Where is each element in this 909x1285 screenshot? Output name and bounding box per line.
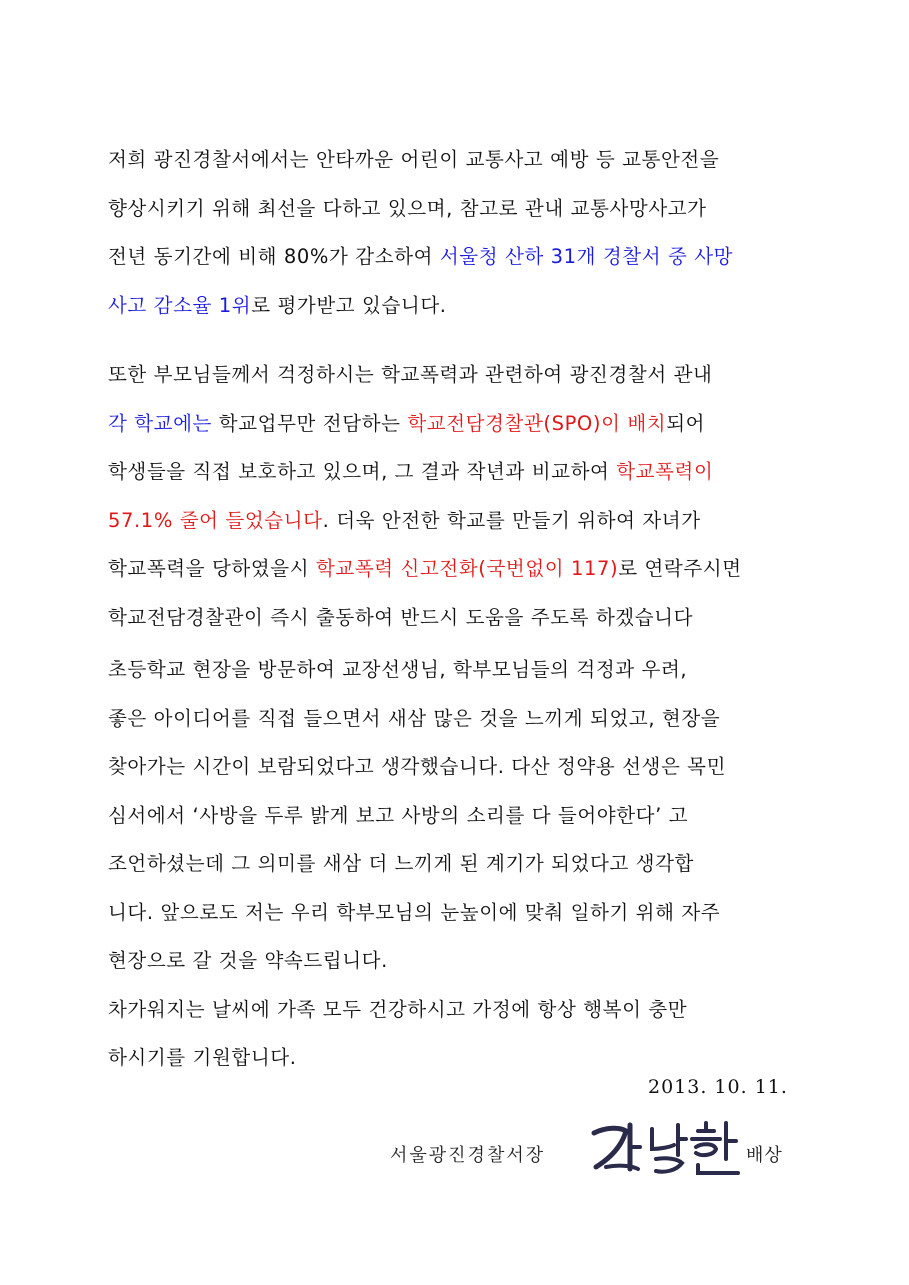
text-line [108,452,713,492]
signature-suffix: 배상 [746,1145,783,1166]
text-line [108,189,707,229]
text-segment: 학교업무만 전담하는 [211,411,408,435]
text-segment: 조언하셨는데 그 의미를 새삼 더 느끼게 된 계기가 되었다고 생각합 [108,852,694,875]
handwritten-signature [586,1115,746,1179]
signature-title: 서울광진경찰서장 [390,1145,546,1166]
text-segment: 향상시키기 위해 최선을 다하고 있으며, 참고로 관내 교통사망사고가 [108,196,707,220]
text-line [108,549,742,589]
highlight-segment: 학교폭력이 [616,460,714,483]
letter-date: 2013. 10. 11. [648,1076,788,1098]
highlight-segment: 57.1% 줄어 들었습니다 [108,508,323,532]
text-segment: 학교폭력을 당하였을시 [108,557,316,580]
text-segment: 현장으로 갈 것을 약속드립니다. [108,949,388,972]
text-segment: 하시기를 기원합니다. [108,1046,297,1069]
text-segment: 학교전담경찰관이 즉시 출동하여 반드시 도움을 주도록 하겠습니다 [108,605,694,629]
text-segment: 심서에서 ‘사방을 두루 밝게 보고 사방의 소리를 다 들어야한다’ 고 [108,803,689,827]
text-segment: 초등학교 현장을 방문하여 교장선생님, 학부모님들의 걱정과 우려, [108,658,688,681]
highlight-segment: 학교폭력 신고전화(국번없이 117) [315,557,619,580]
signature-block [390,1115,790,1185]
text-line [108,941,388,981]
highlight-segment: 사고 감소율 1위 [108,293,252,317]
text-segment: 니다. 앞으로도 저는 우리 학부모님의 눈높이에 맞춰 일하기 위해 자주 [108,900,721,924]
text-line [108,355,712,395]
text-line [108,747,726,787]
text-segment: 찾아가는 시간이 보람되었다고 생각했습니다. 다산 정약용 선생은 목민 [108,755,727,778]
text-line [108,501,701,541]
text-segment: 저희 광진경찰서에서는 안타까운 어린이 교통사고 예방 등 교통안전을 [108,148,720,171]
text-line [108,237,733,277]
text-line [108,598,693,638]
highlight-segment: 각 학교에는 [108,411,212,435]
highlight-segment: 서울청 산하 31개 경찰서 중 사망 [439,245,734,268]
text-line [108,650,687,690]
highlight-segment: 학교전담경찰관(SPO)이 배치 [407,411,667,435]
text-line [108,893,720,933]
text-segment: 또한 부모님들께서 걱정하시는 학교폭력과 관련하여 광진경찰서 관내 [108,363,713,386]
text-segment: 좋은 아이디어를 직접 들으면서 새삼 많은 것을 느끼게 되었고, 현장을 [108,706,721,730]
text-segment: 전년 동기간에 비해 80%가 감소하여 [108,245,440,268]
text-segment: 로 평가받고 있습니다. [251,293,447,317]
text-segment: 로 연락주시면 [618,557,742,580]
text-line [108,140,719,180]
text-line [108,404,705,444]
text-line [108,699,720,739]
text-segment: 되어 [666,411,706,435]
text-line [108,990,687,1030]
text-segment: 차가워지는 날씨에 가족 모두 건강하시고 가정에 항상 행복이 충만 [108,997,688,1021]
text-line [108,796,688,836]
text-line [108,844,694,884]
text-segment: . 더욱 안전한 학교를 만들기 위하여 자녀가 [322,508,701,532]
text-line [108,286,447,326]
text-line [108,1038,297,1078]
text-segment: 학생들을 직접 보호하고 있으며, 그 결과 작년과 비교하여 [108,460,617,483]
